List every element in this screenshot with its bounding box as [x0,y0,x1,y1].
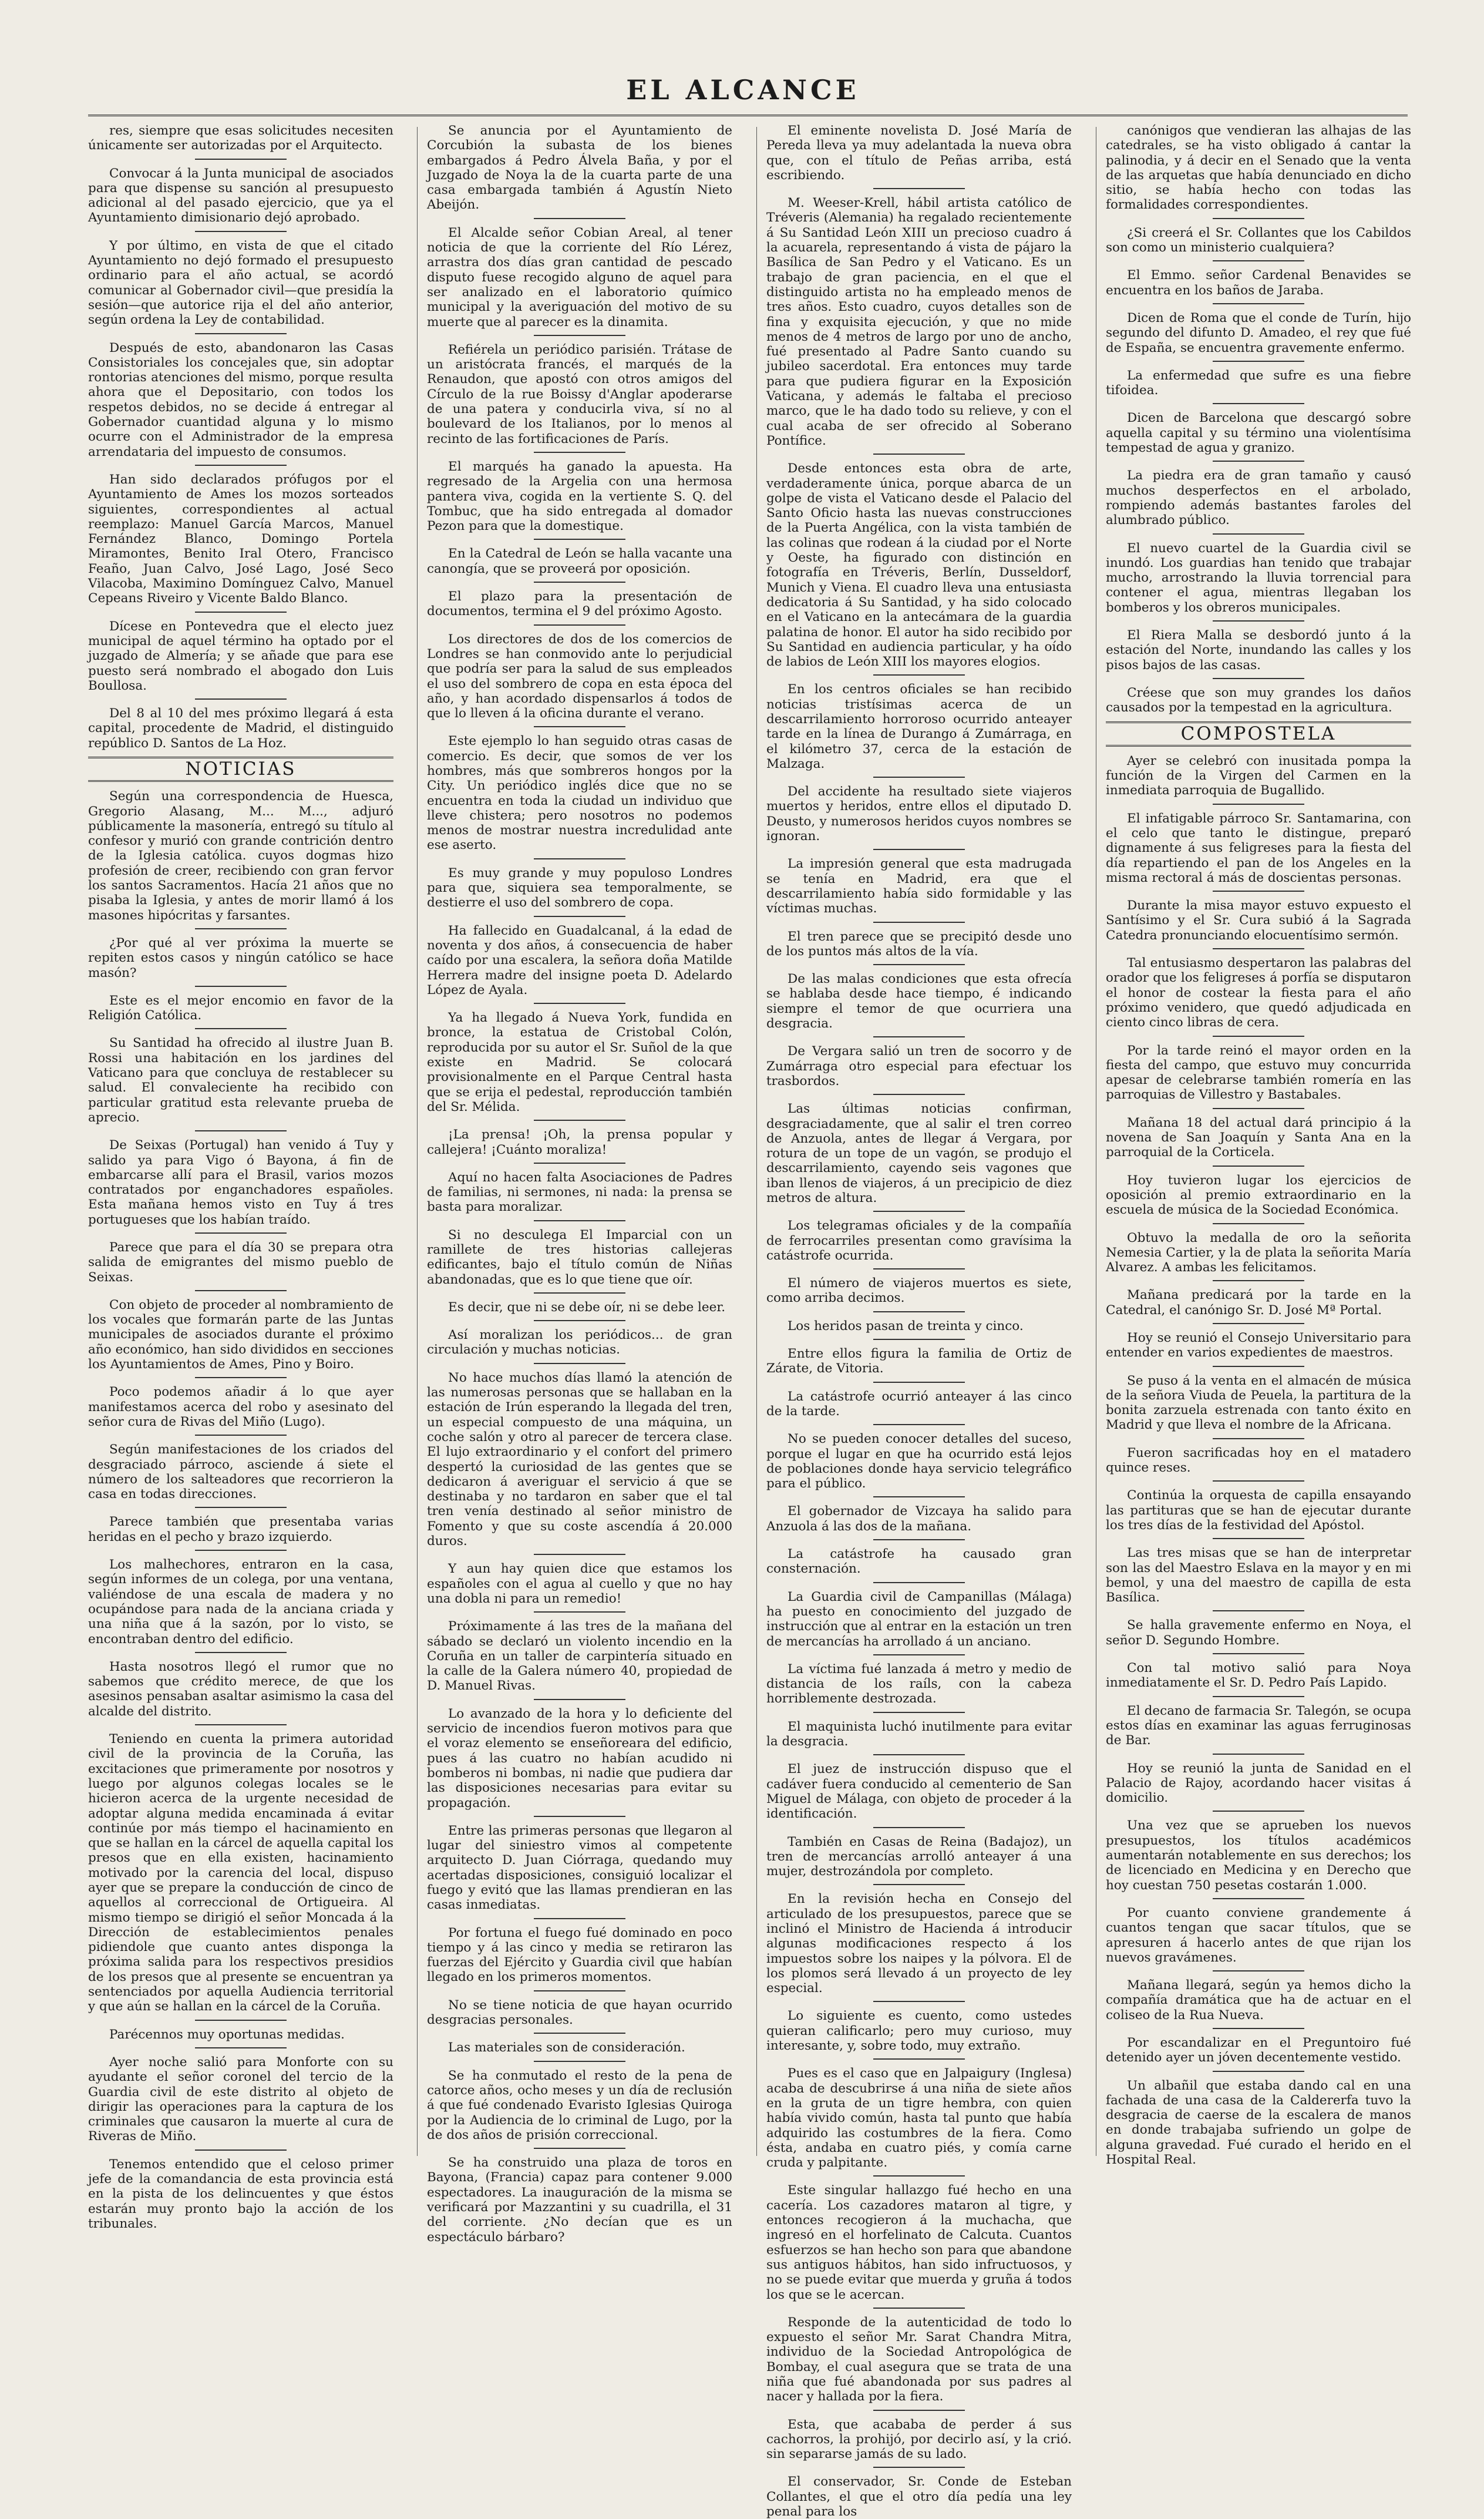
article-separator [766,1751,1072,1759]
article-paragraph: Los malhechores, entraron en la casa, según informes de un colega, por una ventana, valiéndose de una escala de madera y no ocupándose para nada de la anciana criada y una niña que á la sazón, por lo visto, se encontraban dentro del edificio. [88,1557,393,1647]
article-paragraph: Lo siguiente es cuento, como ustedes quieran calificarlo; pero muy curioso, muy interesante, y, sobre todo, muy extraño. [766,2009,1072,2054]
article-separator [1106,2025,1411,2033]
article-separator [766,2305,1072,2313]
article-separator [1106,945,1411,953]
article-separator [427,536,732,544]
article-paragraph: El plazo para la presentación de documentos, termina el 9 del próximo Agosto. [427,589,732,619]
article-separator [1106,400,1411,408]
article-separator [766,846,1072,854]
article-paragraph: Responde de la autenticidad de todo lo expuesto el señor Mr. Sarat Chandra Mitra, individuo de la Sociedad Antropológica de Bombay, el cual asegura que se trata de una niña que fué abandonada por sus padres al nacer y hallada por la fiera. [766,2315,1072,2404]
article-separator [427,579,732,587]
article-paragraph: El conservador, Sr. Conde de Esteban Collantes, el que el otro día pedía una ley penal para los [766,2474,1072,2519]
article-paragraph: De Seixas (Portugal) han venido á Tuy y salido ya para Vigo ó Bayona, á fin de embarcarse allí para el Brasil, varios mozos contratados por enganchadores españoles. Esta mañana hemos visto en Tuy á tres portugueses que los habían traído. [88,1138,393,1227]
article-paragraph: Por cuanto conviene grandemente á cuantos tengan que sacar títulos, que se apresuren á hacerlo antes de que rijan los nuevos gravámenes. [1106,1905,1411,1965]
article-paragraph: Se ha construido una plaza de toros en Bayona, (Francia) capaz para contener 9.000 espectadores. La inauguración de la misma se verificará por Mazzantini y su cuadrilla, el 31 del corriente. ¿No decían que es un espectáculo bárbaro? [427,2155,732,2245]
article-paragraph: Entre las primeras personas que llegaron al lugar del siniestro vimos al competente arquitecto D. Juan Ciórraga, quedando muy acertadas disposiciones, consiguió localizar el fuego y evitó que las llamas prendieran en las casas inmediatas. [427,1823,732,1913]
article-paragraph: Aquí no hacen falta Asociaciones de Padres de familias, ni sermones, ni nada: la prensa se basta para moralizar. [427,1170,732,1215]
article-separator [88,1374,393,1382]
article-paragraph: Las últimas noticias confirman, desgraciadamente, que al salir el tren correo de Anzuola, antes de llegar á Vergara, por rotura de un tope de un vagón, se produjo el descarrilamiento, cayendo seis vagones que iban llenos de viajeros, á un precipicio de diez metros de altura. [766,1101,1072,1205]
article-paragraph: Las materiales son de consideración. [448,2040,685,2055]
article-paragraph: El infatigable párroco Sr. Santamarina, con el celo que tanto le distingue, preparó dignamente á sus feligreses para la fiesta del día repartiendo el pan de los Angeles en la misma rectoral á más de doscientas personas. [1106,811,1411,885]
article-paragraph: Las tres misas que se han de interpretar son las del Maestro Eslava en la mayor y en mi bemol, y una del maestro de capilla de esta Basílica. [1106,1546,1411,1606]
article-paragraph: Así moralizan los periódicos... de gran circulación y muchas noticias. [427,1328,732,1358]
article-paragraph: Es muy grande y muy populoso Londres para que, siquiera sea temporalmente, se destierre el uso del sombrero de copa. [427,865,732,911]
article-paragraph: El maquinista luchó inutilmente para evitar la desgracia. [766,1719,1072,1749]
column-2 [427,123,732,2245]
article-paragraph: Su Santidad ha ofrecido al ilustre Juan B. Rossi una habitación en los jardines del Vaticano para que concluya de restablecer su salud. El convaleciente ha recibido con particular gratitud esta relevante prueba de aprecio. [88,1036,393,1125]
article-paragraph: Parece que para el día 30 se prepara otra salida de emigrantes del mismo pueblo de Seixas. [88,1240,393,1285]
article-paragraph: No se tiene noticia de que hayan ocurrido desgracias personales. [427,1997,732,2028]
article-separator [88,228,393,236]
article-paragraph: En los centros oficiales se han recibido noticias tristísimas acerca de un descarrilamiento horroroso ocurrido anteayer tarde en la línea de Durango á Zumárraga, en el kilómetro 37, cerca de la estación de Malzaga. [766,682,1072,771]
article-separator [427,1813,732,1821]
article-paragraph: Próximamente á las tres de la mañana del sábado se declaró un violento incendio en la Coruña en un taller de carpintería situado en la calle de la Galera número 40, propiedad de D. Manuel Rivas. [427,1619,732,1694]
article-separator [1106,458,1411,466]
article-separator [766,1579,1072,1587]
article-paragraph: Con tal motivo salió para Noya inmediatamente el Sr. D. Pedro País Lapido. [1106,1661,1411,1691]
article-paragraph: Los directores de dos de los comercios de Londres se han conmovido ante lo perjudicial que podría ser para la salud de sus empleados el uso del sombrero de copa en esta época del año, y han acordado dispensarlos á todos de que lo lleven á la oficina durante el verano. [427,632,732,721]
article-separator [766,1265,1072,1274]
article-separator [1106,1163,1411,1171]
column-4 [1106,123,1411,2168]
article-separator [88,1649,393,1657]
article-separator [1106,2068,1411,2076]
article-separator [1106,300,1411,308]
article-paragraph: La víctima fué lanzada á metro y medio de distancia de los raíls, con la cabeza horriblemente destrozada. [766,1661,1072,1707]
article-separator [427,215,732,223]
article-separator [88,330,393,338]
article-paragraph: Han sido declarados prófugos por el Ayuntamiento de Ames los mozos sorteados siguientes, correspondientes al actual reemplazo: Manuel García Marcos, Manuel Fernández Blanco, Domingo Portela Miramontes, Benito Iral Otero, Francisco Feaño, Juan Calvo, José Lago, José Seco Vilacoba, Maximino Domínguez Calvo, Manuel Cepeans Riveiro y Vicente Baldo Blanco. [88,472,393,606]
article-separator [1106,1895,1411,1903]
article-separator [88,925,393,933]
article-paragraph: Y aun hay quien dice que estamos los españoles con el agua al cuello y que no hay una dobla ni para un remedio! [427,1561,732,1606]
article-paragraph: En la revisión hecha en Consejo del articulado de los presupuestos, parece que se inclinó el Ministro de Hacienda á introducir algunas modificaciones respecto á los impuestos sobre los naipes y la pólvora. El de los plomos será llevado á un proyecto de ley especial. [766,1892,1072,1996]
article-separator [427,2058,732,2066]
section-compostela: COMPOSTELA [1106,721,1411,747]
article-paragraph: Después de esto, abandonaron las Casas Consistoriales los concejales que, sin adoptar rontorias atenciones del mismo, porque resulta ahora que el Depositario, con todos los respetos debidos, no se decide á entregar al Gobernador cuantidad alguna y lo mismo ocurre con el Administrador de la empresa arrendataria del impuesto de consumos. [88,340,393,459]
article-paragraph: El juez de instrucción dispuso que el cadáver fuera conducido al cementerio de San Miguel de Málaga, con objeto de proceder á la identificación. [766,1762,1072,1822]
article-paragraph: Créese que son muy grandes los daños causados por la tempestad en la agricultura. [1106,685,1411,716]
article-separator [1106,215,1411,223]
article-paragraph: ¿Por qué al ver próxima la muerte se repiten estos casos y ningún católico se hace masón? [88,935,393,980]
article-separator [766,774,1072,782]
article-separator [88,2147,393,2155]
article-paragraph: Con objeto de proceder al nombramiento de los vocales que formarán parte de las Juntas municipales de asociados durante el próximo año económico, han sido divididos en secciones los Ayuntamientos de Ames, Pino y Boiro. [88,1297,393,1372]
masthead-title: EL ALCANCE [626,74,860,106]
column-1 [88,123,393,2231]
article-paragraph: Teniendo en cuenta la primera autoridad civil de la provincia de la Coruña, las excitaciones que primeramente por nosotros y luego por algunos colegas locales se le hicieron acerca de la urgente necesidad de adoptar alguna medida encaminada á evitar continúe por más tiempo el hacinamiento en que se hallan en la cárcel de aquella capital los presos que en ella existen, hacinamiento motivado por la carencia del local, dispuso ayer que se prepare la conducción de cinco de aquellos al correccional de Ortigueira. Al mismo tiempo se dirigió el señor Moncada á la Dirección de establecimientos penales pidiendole que cuanto antes disponga la próxima salida para los respectivos presidios de los presos que al presente se encuentran ya sentenciados por aquella Audiencia territorial y que aún se hallan en la cárcel de la Coruña. [88,1732,393,2014]
article-separator [1106,801,1411,809]
article-paragraph: Tenemos entendido que el celoso primer jefe de la comandancia de esta provincia está en la pista de los delincuentes y que éstos estarán muy pronto bajo la acción de los tribunales. [88,2157,393,2231]
article-paragraph: Poco podemos añadir á lo que ayer manifestamos acerca del robo y asesinato del señor cura de Rivas del Miño (Lugo). [88,1385,393,1429]
article-separator [766,1308,1072,1316]
article-paragraph: Durante la misa mayor estuvo expuesto el Santísimo y el Sr. Cura subió á la Sagrada Catedra pronunciando elocuentísimo sermón. [1106,898,1411,943]
article-paragraph: Desde entonces esta obra de arte, verdaderamente única, porque abarca de un golpe de vista el Vaticano desde el Palacio del Santo Oficio hasta las nuevas construcciones de la Puerta Angélica, con la vista también de las colinas que rodean á la ciudad por el Norte y Oeste, ha figurado con distinción en fotografía en Tréveris, Berlín, Dusseldorf, Munich y Viena. El cuadro lleva una entusiasta dedicatoria á Su Santidad, y ha sido colocado en el Vaticano en la antecámara de la guardia palatina de honor. El autor ha sido recibido por Su Santidad en audiencia particular, y ha oído de labios de León XIII los mayores elogios. [766,461,1072,670]
article-separator [1106,1535,1411,1543]
article-paragraph: Y por último, en vista de que el citado Ayuntamiento no dejó formado el presupuesto ordinario para el año actual, se acordó comunicar al Gobernador civil—que presidía la sesión—que autorice rija el del año anterior, según ordena la Ley de contabilidad. [88,238,393,328]
article-separator [1106,1320,1411,1328]
article-separator [88,1025,393,1033]
article-paragraph: El Emmo. señor Cardenal Benavides se encuentra en los baños de Jaraba. [1106,268,1411,298]
article-paragraph: El tren parece que se precipitó desde uno de los puntos más altos de la vía. [766,929,1072,959]
article-paragraph: Por escandalizar en el Preguntoiro fué detenido ayer un jóven decentemente vestido. [1106,2035,1411,2065]
article-paragraph: El gobernador de Vizcaya ha salido para Anzuola á las dos de la mañana. [766,1504,1072,1534]
article-separator [88,2044,393,2053]
article-separator [88,1432,393,1440]
article-separator [88,462,393,470]
article-paragraph: El número de viajeros muertos es siete, como arriba decimos. [766,1276,1072,1306]
article-separator [88,1547,393,1555]
article-separator [766,2407,1072,2415]
article-separator [427,1117,732,1125]
article-paragraph: Los telegramas oficiales y de la compañía de ferrocarriles presentan como gravísima la catástrofe ocurrida. [766,1218,1072,1263]
article-separator [427,2145,732,2153]
article-paragraph: Lo avanzado de la hora y lo deficiente del servicio de incendios fueron motivos para que el voraz elemento se enseñoreara del edificio, pues á las cuatro no habían acudido ni bomberos ni bombas, ni nadie que pudiera dar las disposiciones necesarias para evitar su propagación. [427,1706,732,1811]
article-separator [88,983,393,991]
article-separator [1106,1751,1411,1759]
article-separator [766,451,1072,459]
article-separator [766,1421,1072,1429]
article-paragraph: Un albañil que estaba dando cal en una fachada de una casa de la Caldererfa tuvo la desgracia de caerse de la escalera de manos en donde trabajaba sufriendo un golpe de alguna gravedad. Fué curado el herido en el Hospital Real. [1106,2078,1411,2168]
article-paragraph: No hace muchos días llamó la atención de las numerosas personas que se hallaban en la estación de Irún esperando la llegada del tren, un especial compuesto de una máquina, un coche salón y otro al parecer de tercera clase. El lujo extraordinario y el confort del primero despertó la curiosidad de las gentes que se dedicaron á averiguar el servicio á que se destinaba y no tardaron en saber que el tal tren venía destinado al señor ministro de Fomento y que su coste ascendía á 20.000 duros. [427,1370,732,1549]
article-paragraph: El nuevo cuartel de la Guardia civil se inundó. Los guardias han tenido que trabajar mucho, arrostrando la lluvia torrencial para contener el agua, mientras llegaban los bomberos y los obreros municipales. [1106,540,1411,615]
article-separator [88,1287,393,1295]
article-paragraph: ¿Si creerá el Sr. Collantes que los Cabildos son como un ministerio cualquiera? [1106,225,1411,256]
article-paragraph: Ya ha llegado á Nueva York, fundida en bronce, la estatua de Cristobal Colón, reproducida por su autor el Sr. Suñol de la que existe en Madrid. Se colocará provisionalmente en el Parque Central hasta que se erija el pedestal, reproducción también del Sr. Mélida. [427,1010,732,1114]
article-paragraph: Hoy se reunió el Consejo Universitario para entender en varios expedientes de maestros. [1106,1331,1411,1361]
article-separator [427,622,732,630]
article-paragraph: Si no desculega El Imparcial con un ramillete de tres historias callejeras edificantes, bajo el título común de Niñas abandonadas, que es lo que tiene que oír. [427,1227,732,1287]
article-separator [427,449,732,457]
article-paragraph: También en Casas de Reina (Badajoz), un tren de mercancías arrolló anteayer á una mujer, destrozándola por completo. [766,1834,1072,1879]
article-paragraph: Dicen de Barcelona que descargó sobre aquella capital y su término una violentísima tempestad de agua y granizo. [1106,411,1411,456]
article-paragraph: Hoy tuvieron lugar los ejercicios de oposición al premio extraordinario en la escuela de música de la Sociedad Económica. [1106,1173,1411,1218]
article-paragraph: Mañana llegará, según ya hemos dicho la compañía dramática que ha de actuar en el coliseo de la Rua Nueva. [1106,1978,1411,2023]
article-separator [766,1493,1072,1502]
article-paragraph: Tal entusiasmo despertaron las palabras del orador que los feligreses á porfía se disputaron el honor de costear la fiesta para el año próximo venidero, que quedó adjudicada en ciento cinco libras de cera. [1106,956,1411,1030]
article-separator [766,1651,1072,1660]
article-separator [427,913,732,921]
article-separator [1106,1033,1411,1041]
article-separator [1106,1650,1411,1658]
masthead-area [76,52,1409,116]
article-paragraph: La piedra era de gran tamaño y causó muchos desperfectos en el arbolado, rompiendo además bastantes faroles del alumbrado público. [1106,468,1411,528]
article-separator [427,855,732,864]
article-paragraph: Dicen de Roma que el conde de Turín, hijo segundo del difunto D. Amadeo, el rey que fué de España, se encuentra gravemente enfermo. [1106,310,1411,355]
article-paragraph: Según una correspondencia de Huesca, Gregorio Alasang, M... M..., adjuró públicamente la masonería, entregó su título al confesor y murió con grande contrición dentro de la Iglesia católica. cuyos dogmas hizo profesión de creer, recibiendo con gran fervor los santos Sacramentos. Hacía 21 años que no pisaba la Iglesia, y antes de morir llamó á los masones hipócritas y farsantes. [88,789,393,923]
article-separator [766,185,1072,193]
article-separator [427,1551,732,1559]
article-separator [88,609,393,617]
article-separator [766,961,1072,969]
article-separator [766,1998,1072,2006]
article-paragraph: Convocar á la Junta municipal de asociados para que dispense su sanción al presupuesto adicional al del pasado ejercicio, que ya el Ayuntamiento dimisionario dejó aprobado. [88,166,393,226]
article-separator [427,1915,732,1923]
article-paragraph: La enfermedad que sufre es una fiebre tifoidea. [1106,368,1411,398]
article-paragraph: El Alcalde señor Cobian Areal, al tener noticia de que la corriente del Río Lérez, arrastra dos días gran cantidad de pescado disputo fuese recogido alguno de aquel para ser analizado en el laboratorio químico municipal y la averiguación del motivo de su muerte que al parecer es la dinamita. [427,225,732,330]
article-paragraph: Dícese en Pontevedra que el electo juez municipal de aquel término ha optado por el juzgado de Almería; y se añade que para ese puesto será nombrado el abogado don Luis Boullosa. [88,619,393,693]
article-paragraph: La Guardia civil de Campanillas (Málaga) ha puesto en conocimiento del juzgado de instrucción que al entrar en la estación un tren de mercancías ha arrollado á un anciano. [766,1589,1072,1649]
article-separator [427,1987,732,1996]
article-separator [427,1000,732,1008]
article-separator [766,671,1072,680]
article-paragraph: La impresión general que esta madrugada se tenía en Madrid, era que el descarrilamiento había sido formidable y las víctimas muchas. [766,857,1072,916]
section-noticias: NOTICIAS [88,757,393,782]
article-paragraph: Este ejemplo lo han seguido otras casas de comercio. Es decir, que somos de ver los hombres, más que sombreros hongos por la City. Un periódico inglés dice que no se encuentra en toda la ciudad un individuo que lleve chistera; pero nosotros no podemos menos de mostrar nuestra incredulidad ante ese aserto. [427,734,732,853]
article-separator [88,1504,393,1512]
article-paragraph: res, siempre que esas solicitudes necesiten únicamente ser autorizadas por el Arquitecto. [88,123,393,153]
column-divider [756,127,757,2156]
article-paragraph: Obtuvo la medalla de oro la señorita Nemesia Cartier, y la de plata la señorita María Alvarez. A ambas les felicitamos. [1106,1230,1411,1275]
article-paragraph: ¡La prensa! ¡Oh, la prensa popular y callejera! ¡Cuánto moraliza! [427,1127,732,1157]
article-separator [88,1721,393,1729]
article-paragraph: Ha fallecido en Guadalcanal, á la edad de noventa y dos años, á consecuencia de haber caído por una escalera, la señora doña Matilde Herrera madre del insigne poeta D. Adelardo López de Ayala. [427,923,732,997]
article-paragraph: Se ha conmutado el resto de la pena de catorce años, ocho meses y un día de reclusión á que fué condenado Evaristo Iglesias Quiroga por la Audiencia de lo criminal de Lugo, por la de dos años de prisión correccional. [427,2068,732,2142]
article-separator [1106,1105,1411,1113]
article-separator [766,1709,1072,1717]
article-separator [1106,1967,1411,1976]
article-paragraph: Ayer noche salió para Monforte con su ayudante el señor coronel del tercio de la Guardia civil de este distrito al objeto de dirigir las operaciones para la captura de los criminales que causaron la muerte al cura de Riveras de Miño. [88,2054,393,2144]
article-separator [766,2464,1072,2472]
article-separator [766,1091,1072,1099]
article-paragraph: Del 8 al 10 del mes próximo llegará á esta capital, procedente de Madrid, el distinguido repúblico D. Santos de La Hoz. [88,706,393,751]
article-paragraph: Continúa la orquesta de capilla ensayando las partituras que se han de ejecutar durante los tres días de la festividad del Apóstol. [1106,1488,1411,1533]
column-4-articles [1106,123,1411,716]
article-paragraph: Fueron sacrificadas hoy en el matadero quince reses. [1106,1445,1411,1476]
article-paragraph: No se pueden conocer detalles del suceso, porque el lugar en que ha ocurrido está lejos de poblaciones donde haya servicio telegráfico para el público. [766,1432,1072,1492]
article-separator [1106,530,1411,539]
article-paragraph: La catástrofe ha causado gran consternación. [766,1547,1072,1577]
article-separator [88,1230,393,1238]
article-separator [427,1160,732,1168]
article-separator [88,1127,393,1136]
article-paragraph: Mañana predicará por la tarde en la Catedral, el canónigo Sr. D. José Mª Portal. [1106,1288,1411,1318]
article-separator [1106,617,1411,626]
column-3-articles [766,123,1072,2519]
article-separator [427,1608,732,1617]
article-separator [427,1217,732,1225]
article-paragraph: Es decir, que ni se debe oír, ni se debe leer. [448,1299,726,1315]
article-paragraph: Hoy se reunió la junta de Sanidad en el Palacio de Rajoy, acordando hacer visitas á domicilio. [1106,1761,1411,1806]
header-rule [88,115,1408,116]
article-separator [427,332,732,340]
article-separator [766,1824,1072,1832]
article-separator [766,2055,1072,2064]
article-paragraph: Pues es el caso que en Jalpaigury (Inglesa) acaba de descubrirse á una niña de siete años en la gruta de un tigre hembra, con quien había vivido común, hasta tal punto que había adquirido las costumbres de la fiera. Como ésta, andaba en cuatro piés, y comía carne cruda y palpitante. [766,2066,1072,2171]
article-paragraph: Del accidente ha resultado siete viajeros muertos y heridos, entre ellos el diputado D. Deusto, y numerosos heridos cuyos nombres se ignoran. [766,784,1072,844]
article-separator [1106,1435,1411,1443]
article-separator [1106,1477,1411,1486]
article-paragraph: Parécennos muy oportunas medidas. [109,2027,345,2042]
article-paragraph: El marqués ha ganado la apuesta. Ha regresado de la Argelia con una hermosa pantera viva, cogida en la vertiente S. Q. del Tombuc, que ha sido entregada al domador Pezon para que la domestique. [427,459,732,534]
article-paragraph: Por fortuna el fuego fué dominado en poco tiempo y á las cinco y media se retiraron las fuerzas del Ejército y Guardia civil que habían llegado en los primeros momentos. [427,1925,732,1985]
article-paragraph: En la Catedral de León se halla vacante una canongía, que se proveerá por oposición. [427,546,732,576]
article-separator [1106,1693,1411,1701]
column-divider [417,127,418,2156]
article-separator [1106,358,1411,366]
article-separator [88,156,393,164]
article-separator [1106,1277,1411,1285]
article-paragraph: Los heridos pasan de treinta y cinco. [788,1318,1024,1334]
article-separator [766,1536,1072,1544]
article-paragraph: El Riera Malla se desbordó junto á la estación del Norte, inundando las calles y los pisos bajos de las casas. [1106,628,1411,673]
article-separator [1106,1607,1411,1615]
article-separator [427,1696,732,1704]
article-separator [1106,257,1411,266]
article-separator [427,1289,732,1298]
article-separator [1106,675,1411,683]
compostela-articles [1106,754,1411,2168]
columns [88,123,1411,2519]
article-paragraph: La catástrofe ocurrió anteayer á las cinco de la tarde. [766,1389,1072,1419]
article-paragraph: Refiérela un periódico parisién. Trátase de un aristócrata francés, el marqués de la Renaudon, que apostó con otros amigos del Círculo de la rue Boissy d'Anglar apoderarse de una patera y conducirla viva, sí no al boulevard de los Italianos, por lo menos al recinto de las fortificaciones de París. [427,342,732,446]
article-separator [427,1317,732,1325]
article-separator [1106,1220,1411,1228]
article-paragraph: canónigos que vendieran las alhajas de las catedrales, se ha visto obligado á cantar la palinodia, y á decir en el Senado que la venta de las arquetas que había denunciado en dicho sitio, se había hecho con todas las formalidades correspondientes. [1106,123,1411,213]
article-paragraph: Una vez que se aprueben los nuevos presupuestos, los títulos académicos aumentarán notablemente en sus derechos; los de licenciado en Medicina y en Derecho que hoy cuestan 750 pesetas costarán 1.000. [1106,1818,1411,1893]
article-separator [88,696,393,704]
article-paragraph: Este singular hallazgo fué hecho en una cacería. Los cazadores mataron al tigre, y entonces recogieron á la muchacha, que ingresó en el horfelinato de Calcuta. Cuantos esfuerzos se han hecho son para que abandone sus antiguos hábitos, han sido infructuosos, y no se puede evitar que muerda y gruña á todos los que se le acercan. [766,2183,1072,2302]
article-separator [88,2017,393,2025]
article-separator [427,2030,732,2038]
column-3 [766,123,1072,2519]
article-paragraph: Hasta nosotros llegó el rumor que no sabemos que crédito merece, de que los asesinos pensaban asaltar asimismo la casa del alcalde del distrito. [88,1659,393,1719]
article-paragraph: Mañana 18 del actual dará principio á la novena de San Joaquín y Santa Ana en la parroquial de la Corticela. [1106,1115,1411,1160]
article-separator [427,723,732,731]
article-paragraph: Ayer se celebró con inusitada pompa la función de la Virgen del Carmen en la inmediata parroquia de Bugallido. [1106,753,1411,798]
article-separator [1106,1363,1411,1371]
article-separator [766,919,1072,927]
article-paragraph: Se anuncia por el Ayuntamiento de Corcubión la subasta de los bienes embargados á Pedro Álvela Baña, y por el Juzgado de Noya la de la cuarta parte de una casa embargada también á Agustín Nieto Abeijón. [427,123,732,213]
noticias-articles [88,789,393,2231]
article-separator [766,1208,1072,1216]
article-separator [427,1360,732,1368]
article-paragraph: De Vergara salió un tren de socorro y de Zumárraga otro especial para efectuar los trasbordos. [766,1044,1072,1089]
article-separator [766,2172,1072,2181]
article-separator [766,1336,1072,1344]
article-separator [1106,1808,1411,1816]
article-paragraph: Se puso á la venta en el almacén de música de la señora Viuda de Peuela, la partitura de la bonita zarzuela estrenada con tanto éxito en Madrid y que lleva el nombre de la Africana. [1106,1373,1411,1433]
article-paragraph: Por la tarde reinó el mayor orden en la fiesta del campo, que estuvo muy concurrida apesar de celebrarse también romería en las parroquias de Villestro y Bastabales. [1106,1043,1411,1103]
article-paragraph: Parece también que presentaba varias heridas en el pecho y brazo izquierdo. [88,1514,393,1544]
article-paragraph: El decano de farmacia Sr. Talegón, se ocupa estos días en examinar las aguas ferruginosas de Bar. [1106,1703,1411,1748]
article-paragraph: Entre ellos figura la familia de Ortiz de Zárate, de Vitoria. [766,1346,1072,1376]
article-paragraph: Esta, que acababa de perder á sus cachorros, la prohijó, por decirlo así, y la crió. sin separarse jamás de su lado. [766,2417,1072,2462]
article-paragraph: Se halla gravemente enfermo en Noya, el señor D. Segundo Hombre. [1106,1618,1411,1648]
article-paragraph: Según manifestaciones de los criados del desgraciado párroco, asciende á siete el número de los salteadores que recorrieron la casa en todas direcciones. [88,1442,393,1502]
article-separator [766,1881,1072,1889]
article-paragraph: Este es el mejor encomio en favor de la Religión Católica. [88,993,393,1023]
article-paragraph: El eminente novelista D. José María de Pereda lleva ya muy adelantada la nueva obra que, con el título de Peñas arriba, está escribiendo. [766,123,1072,183]
article-paragraph: M. Weeser-Krell, hábil artista católico de Tréveris (Alemania) ha regalado recientemente á Su Santidad León XIII un precioso cuadro á la acuarela, representando á vista de pájaro la Basílica de San Pedro y el Vaticano. Es un trabajo de gran paciencia, en el que el distinguido artista no ha empleado menos de tres años. Esto cuadro, cuyos detalles son de fina y exquisita ejecución, y que no mide menos de 4 metros de largo por uno de ancho, fué presentado al Padre Santo cuando su jubileo sacerdotal. Era entonces muy tarde para que pudiera figurar en la Exposición Vaticana, y además le faltaba el precioso marco, que le ha dado todo su relieve, y con el cual acaba de ser ofrecido al Soberano Pontífice. [766,196,1072,448]
article-separator [766,1033,1072,1042]
article-paragraph: De las malas condiciones que esta ofrecía se hablaba desde hace tiempo, é indicando siempre el temor de que ocurriera una desgracia. [766,972,1072,1032]
article-separator [1106,888,1411,896]
column-1-articles [88,123,393,751]
column-2-articles [427,123,732,2245]
article-separator [766,1379,1072,1387]
